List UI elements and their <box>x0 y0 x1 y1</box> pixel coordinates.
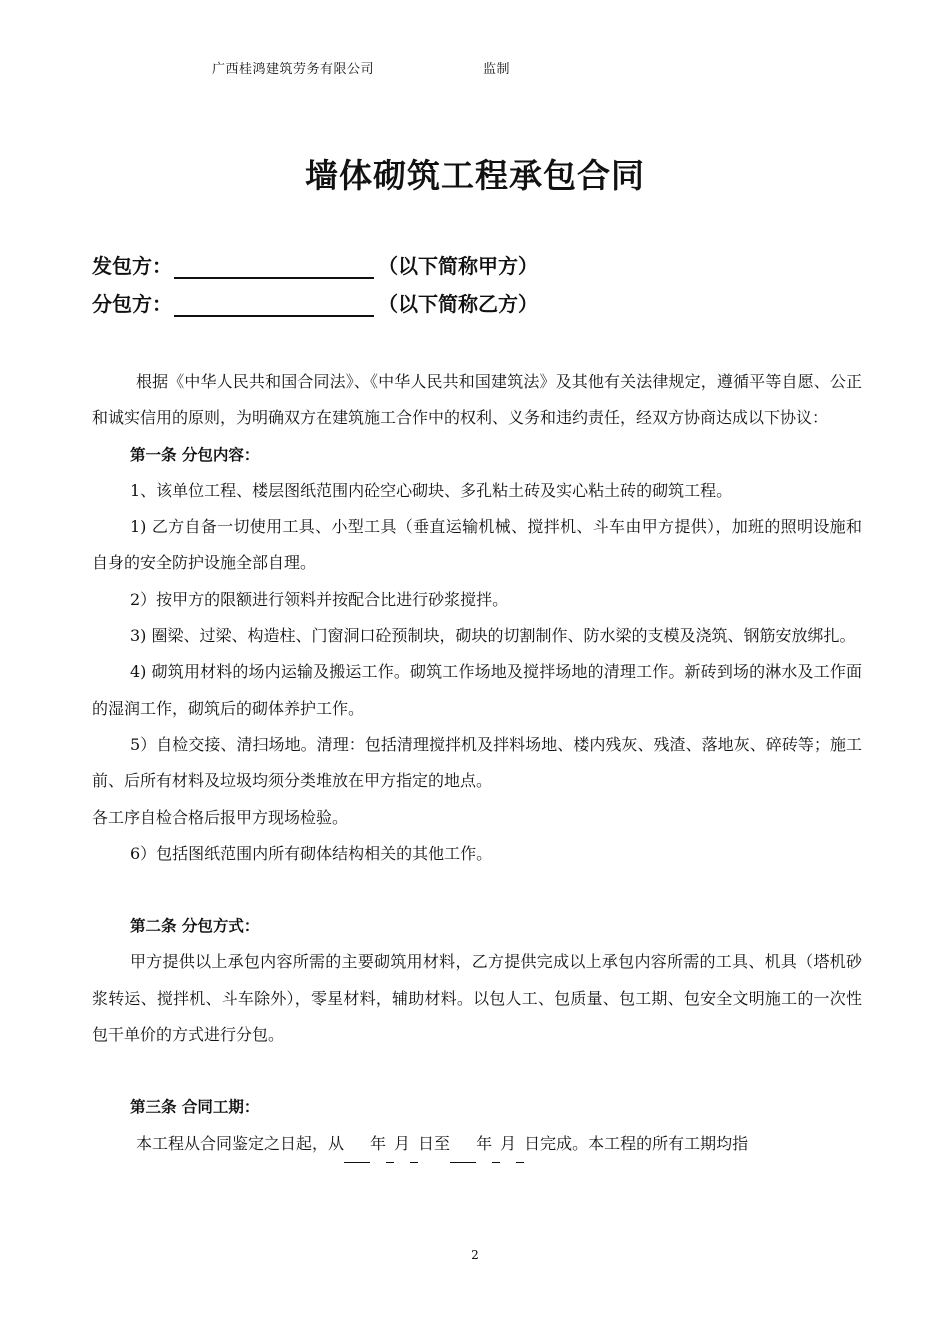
article1-item1: 1、该单位工程、楼层图纸范围内砼空心砌块、多孔粘土砖及实心粘土砖的砌筑工程。 <box>130 480 733 500</box>
year-label: 年 <box>476 1133 493 1153</box>
article1-heading: 第一条 分包内容： <box>130 445 260 464</box>
article1-sub2: 2）按甲方的限额进行领料并按配合比进行砂浆搅拌。 <box>130 589 509 609</box>
article2-text: 甲方提供以上承包内容所需的主要砌筑用材料，乙方提供完成以上承包内容所需的工具、机具（塔机砂浆转运、搅拌机、斗车除外），零星材料，辅助材料。以包人工、包质量、包工期、包安全文明施工的一次性包干单价的方式进行分包。 <box>92 952 862 1045</box>
article1-sub3: 3) 圈梁、过梁、构造柱、门窗洞口砼预制块，砌块的切割制作、防水梁的支模及浇筑、钢筋安放绑扎。 <box>130 626 856 646</box>
article1-note: 各工序自检合格后报甲方现场检验。 <box>92 807 349 827</box>
month-label: 月 <box>500 1133 517 1153</box>
party-subcontractor-suffix: （以下简称乙方） <box>378 292 538 316</box>
start-year-blank[interactable] <box>344 1126 370 1163</box>
header-company: 广西桂鸿建筑劳务有限公司 <box>212 62 375 77</box>
spacer <box>92 1053 862 1089</box>
article3-text-a: 本工程从合同鉴定之日起，从 <box>136 1133 345 1153</box>
end-day-blank[interactable] <box>516 1126 524 1163</box>
intro-paragraph: 根据《中华人民共和国合同法》、《中华人民共和国建筑法》及其他有关法律规定，遵循平等自愿、公正和诚实信用的原则，为明确双方在建筑施工合作中的权利、义务和违约责任，经双方协商达成以下协议： <box>92 372 862 428</box>
article3-heading: 第三条 合同工期： <box>130 1098 260 1117</box>
article1-sub6: 6）包括图纸范围内所有砌体结构相关的其他工作。 <box>130 843 493 863</box>
article2-heading: 第二条 分包方式： <box>130 917 260 936</box>
end-year-blank[interactable] <box>450 1126 476 1163</box>
party-subcontractor-blank[interactable] <box>174 293 374 317</box>
contract-title: 墙体砌筑工程承包合同 <box>305 156 645 195</box>
article1-sub1: 1) 乙方自备一切使用工具、小型工具（垂直运输机械、搅拌机、斗车由甲方提供），加班的照明设施和自身的安全防护设施全部自理。 <box>92 517 862 573</box>
party-subcontractor <box>92 288 538 317</box>
day-to-label: 日至 <box>418 1133 451 1153</box>
party-subcontractor-label: 分包方： <box>92 292 172 316</box>
article1-sub5: 5）自检交接、清扫场地。清理：包括清理搅拌机及拌料场地、楼内残灰、残渣、落地灰、碎砖等；施工前、后所有材料及垃圾均须分类堆放在甲方指定的地点。 <box>92 734 862 791</box>
spacer <box>92 872 862 908</box>
party-contractor <box>92 250 538 279</box>
contract-body <box>92 364 862 1163</box>
party-contractor-blank[interactable] <box>174 255 374 279</box>
article3-text <box>92 1126 862 1163</box>
page-number: 2 <box>471 1248 479 1262</box>
article1-sub4: 4) 砌筑用材料的场内运输及搬运工作。砌筑工作场地及搅拌场地的清理工作。新砖到场的淋水及工作面的湿润工作，砌筑后的砌体养护工作。 <box>92 662 862 718</box>
end-month-blank[interactable] <box>492 1126 500 1163</box>
start-day-blank[interactable] <box>410 1126 418 1163</box>
header-supervision-tag: 监制 <box>483 62 511 77</box>
year-label: 年 <box>370 1133 387 1153</box>
party-contractor-suffix: （以下简称甲方） <box>378 254 538 278</box>
article3-text-end: 日完成。本工程的所有工期均指 <box>524 1133 749 1153</box>
month-label: 月 <box>394 1133 411 1153</box>
party-contractor-label: 发包方： <box>92 254 172 278</box>
start-month-blank[interactable] <box>386 1126 394 1163</box>
